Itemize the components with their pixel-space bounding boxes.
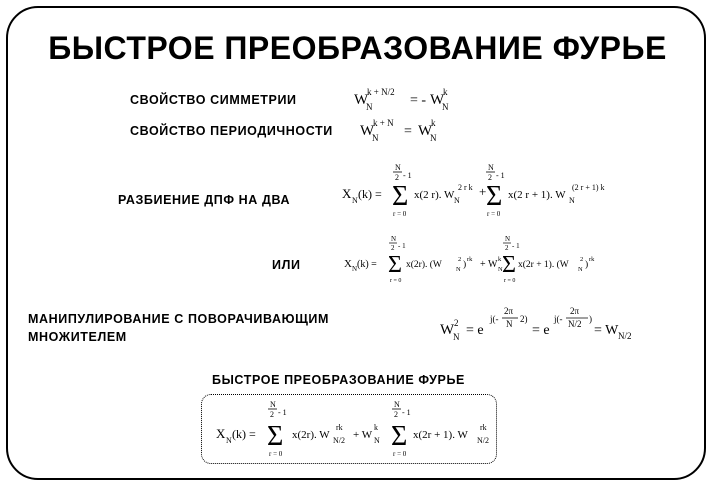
periodicity-label: СВОЙСТВО ПЕРИОДИЧНОСТИ (130, 124, 333, 138)
svg-text:W: W (354, 92, 369, 108)
svg-text:N: N (394, 400, 400, 409)
svg-text:2: 2 (394, 410, 398, 419)
svg-text:= e: = e (466, 323, 484, 338)
svg-text:k: k (498, 256, 502, 263)
twiddle-label-line1: МАНИПУЛИРОВАНИЕ С ПОВОРАЧИВАЮЩИМ (28, 312, 330, 326)
svg-text:N: N (442, 102, 449, 112)
svg-text:Σ: Σ (502, 252, 516, 278)
svg-text:Σ: Σ (267, 421, 284, 452)
split-formula (340, 160, 615, 222)
twiddle-formula (438, 300, 648, 350)
svg-text:(k) =: (k) = (232, 427, 256, 441)
svg-text:N: N (372, 133, 379, 143)
svg-text:= e: = e (532, 323, 550, 338)
svg-text:N: N (366, 102, 373, 112)
svg-text:W: W (430, 92, 445, 108)
svg-text:Σ: Σ (392, 181, 409, 212)
svg-text:W: W (418, 123, 433, 139)
svg-text:- 1: - 1 (496, 171, 505, 180)
symmetry-formula (352, 82, 472, 116)
svg-text:r = 0: r = 0 (269, 450, 283, 458)
svg-text:X: X (344, 258, 352, 270)
svg-text:rk: rk (467, 256, 473, 263)
svg-text:+ W: + W (480, 259, 498, 270)
svg-text:- 1: - 1 (398, 242, 406, 250)
svg-text:rk: rk (336, 423, 343, 432)
svg-text:r = 0: r = 0 (504, 278, 516, 284)
svg-text:N: N (505, 235, 511, 243)
svg-text:2: 2 (458, 256, 462, 263)
svg-text:N/2: N/2 (618, 331, 632, 341)
svg-text:N: N (430, 133, 437, 143)
svg-text:2: 2 (505, 244, 509, 252)
split-label: РАЗБИЕНИЕ ДПФ НА ДВА (118, 193, 291, 207)
svg-text:(2 r + 1) k: (2 r + 1) k (572, 183, 605, 192)
svg-text:2: 2 (580, 256, 584, 263)
svg-text:X: X (216, 426, 226, 441)
symmetry-label: СВОЙСТВО СИММЕТРИИ (130, 93, 297, 107)
svg-text:Σ: Σ (388, 252, 402, 278)
svg-text:2): 2) (520, 314, 528, 324)
svg-text:- 1: - 1 (278, 408, 287, 417)
svg-text:=: = (404, 124, 412, 139)
svg-text:X: X (342, 186, 352, 201)
periodicity-formula (358, 114, 468, 146)
svg-text:r = 0: r = 0 (390, 278, 402, 284)
svg-text:N: N (488, 163, 494, 172)
svg-text:= -: = - (410, 93, 427, 108)
svg-text:2: 2 (395, 173, 399, 182)
svg-text:x(2 r). W: x(2 r). W (414, 189, 455, 201)
svg-text:j(-: j(- (554, 314, 563, 324)
svg-text:N: N (453, 332, 460, 342)
svg-text:2: 2 (270, 410, 274, 419)
svg-text:- 1: - 1 (402, 408, 411, 417)
twiddle-label-line2: МНОЖИТЕЛЕМ (28, 330, 127, 344)
svg-text:x(2r). W: x(2r). W (292, 429, 330, 441)
svg-text:N: N (454, 196, 460, 205)
svg-text:2 r k: 2 r k (458, 183, 473, 192)
svg-text:(k) =: (k) = (357, 259, 377, 270)
svg-text:N: N (578, 266, 583, 273)
svg-text:N/2: N/2 (333, 436, 345, 445)
svg-text:N: N (352, 196, 358, 205)
svg-text:rk: rk (589, 256, 595, 263)
svg-text:(k) =: (k) = (358, 187, 382, 201)
svg-text:N: N (226, 436, 232, 445)
svg-text:W: W (440, 322, 455, 338)
svg-text:- 1: - 1 (512, 242, 520, 250)
svg-text:k: k (374, 423, 378, 432)
svg-text:2π: 2π (570, 306, 580, 316)
svg-text:N: N (395, 163, 401, 172)
svg-text:= W: = W (594, 323, 619, 338)
svg-text:): ) (589, 314, 592, 324)
svg-text:W: W (360, 123, 375, 139)
svg-text:N/2: N/2 (568, 319, 582, 329)
svg-text:+: + (479, 184, 487, 199)
svg-text:k + N/2: k + N/2 (367, 87, 395, 97)
svg-text:Σ: Σ (391, 421, 408, 452)
svg-text:2: 2 (391, 244, 395, 252)
svg-text:Σ: Σ (486, 181, 503, 212)
svg-text:r = 0: r = 0 (393, 210, 407, 218)
svg-text:N: N (352, 265, 358, 273)
svg-text:): ) (463, 260, 467, 270)
svg-text:2: 2 (488, 173, 492, 182)
svg-text:+ W: + W (353, 429, 373, 441)
svg-text:x(2r). (W: x(2r). (W (406, 260, 442, 270)
svg-text:N/2: N/2 (477, 436, 489, 445)
svg-text:N: N (374, 436, 380, 445)
svg-text:r = 0: r = 0 (487, 210, 501, 218)
svg-text:N: N (270, 400, 276, 409)
svg-text:j(-: j(- (490, 314, 499, 324)
svg-text:k + N: k + N (373, 118, 394, 128)
svg-text:k: k (431, 118, 436, 128)
svg-text:N: N (498, 266, 503, 273)
svg-text:rk: rk (480, 423, 487, 432)
svg-text:N: N (506, 319, 513, 329)
fft-label: БЫСТРОЕ ПРЕОБРАЗОВАНИЕ ФУРЬЕ (212, 373, 465, 387)
svg-text:r = 0: r = 0 (393, 450, 407, 458)
svg-text:N: N (391, 235, 397, 243)
or-label: ИЛИ (272, 258, 301, 272)
svg-text:x(2 r + 1). W: x(2 r + 1). W (508, 189, 566, 201)
svg-text:x(2r + 1). W: x(2r + 1). W (413, 429, 468, 441)
svg-text:N: N (456, 266, 461, 273)
page-title: БЫСТРОЕ ПРЕОБРАЗОВАНИЕ ФУРЬЕ (48, 30, 667, 66)
svg-text:2: 2 (454, 318, 459, 328)
svg-text:- 1: - 1 (403, 171, 412, 180)
fft-formula (214, 398, 499, 460)
svg-text:N: N (569, 196, 575, 205)
or-formula (342, 232, 612, 288)
svg-text:): ) (585, 260, 589, 270)
svg-text:k: k (443, 87, 448, 97)
svg-text:2π: 2π (504, 306, 514, 316)
svg-text:x(2r + 1). (W: x(2r + 1). (W (518, 260, 569, 270)
